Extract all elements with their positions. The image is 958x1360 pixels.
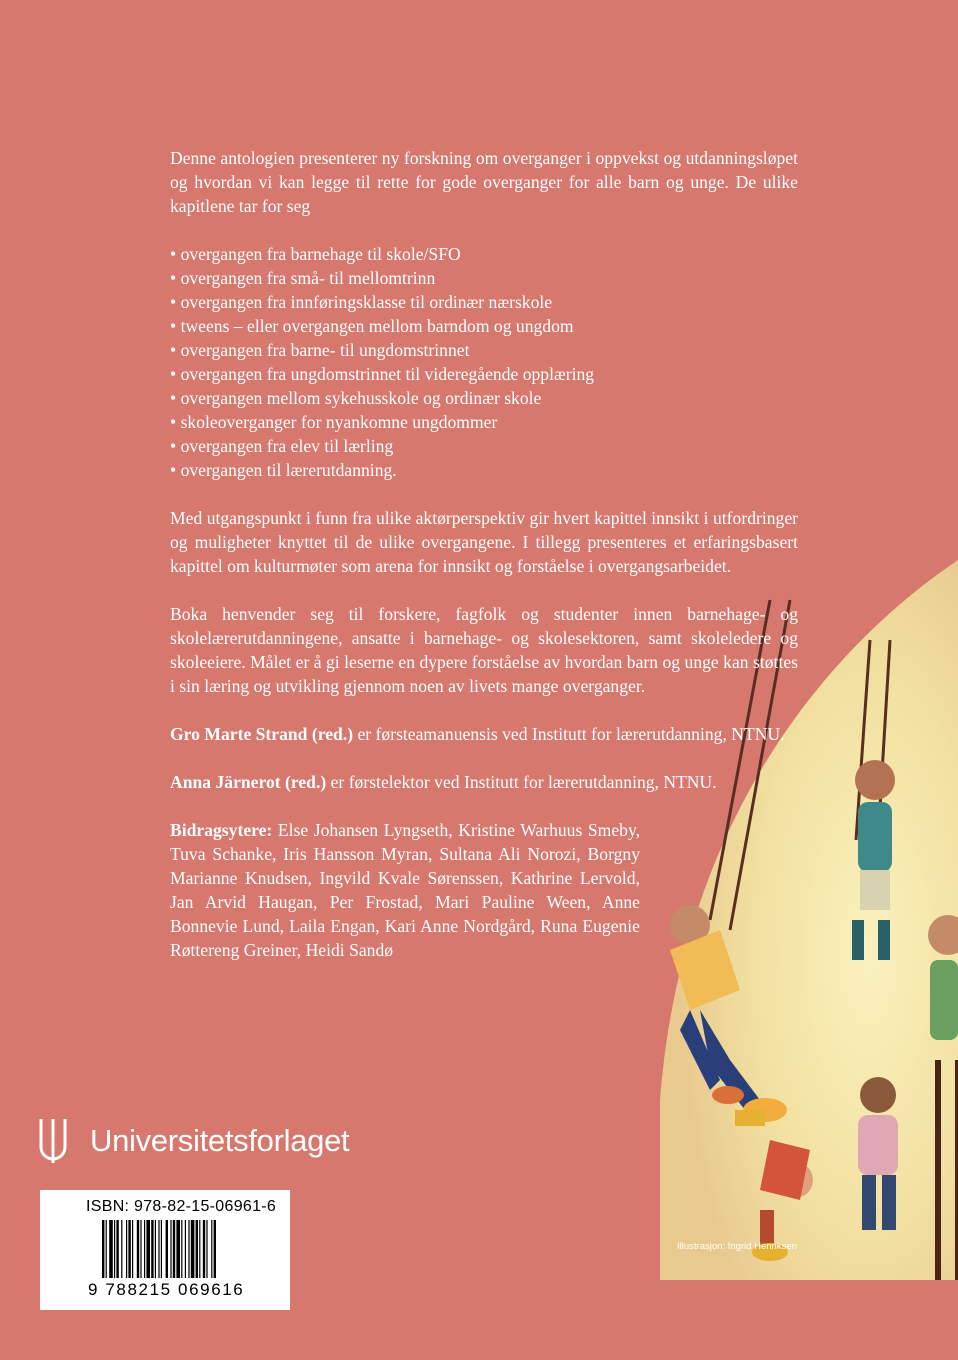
topic-item: • overgangen til lærerutdanning. (170, 458, 798, 482)
perspective-paragraph: Med utgangspunkt i funn fra ulike aktørperspektiv gir hvert kapittel innsikt i utfordringer og muligheter knyttet til de ulike overgangene. I tillegg presenteres et erfaringsbasert kapittel om kulturmøter som arena for innsikt og forståelse i overgangsarbeidet. (170, 508, 798, 576)
barcode-bar (151, 1220, 153, 1278)
contributors-paragraph (170, 818, 640, 962)
barcode-bar (161, 1220, 162, 1278)
barcode-bar (191, 1220, 195, 1278)
topic-item: • overgangen fra små- til mellomtrinn (170, 266, 798, 290)
barcode-bar (166, 1220, 168, 1278)
editor-name-2: Anna Järnerot (red.) (170, 772, 327, 792)
intro-paragraph: Denne antologien presenterer ny forskning om overganger i oppvekst og utdanningsløpet og hvordan vi kan legge til rette for gode overganger for alle barn og unge. De ulike kapitlene tar for seg (170, 148, 798, 216)
barcode-bar (114, 1220, 115, 1278)
barcode-bar (173, 1220, 175, 1278)
barcode-bar (126, 1220, 127, 1278)
isbn-label: ISBN: 978-82-15-06961-6 (86, 1198, 277, 1215)
contributors-names: Else Johansen Lyngseth, Kristine Warhuus Smeby, Tuva Schanke, Iris Hansson Myran, Sultana Ali Norozi, Borgny Marianne Knudsen, Ingvild Kvale Sørenssen, Kathrine Lervold, Jan Arvid Haugan, Per Frostad, Mari Pauline Ween, Anne Bonnevie Lund, Laila Engan, Kari Anne Nordgård, Runa Eugenie Røttereng Greiner, Heidi Sandø (170, 820, 640, 960)
barcode-bar (196, 1220, 198, 1278)
barcode-bar (170, 1220, 171, 1278)
barcode-bar (106, 1220, 107, 1278)
editor-bio-2 (170, 770, 798, 794)
barcode-bar (116, 1220, 118, 1278)
barcode-bar (109, 1220, 113, 1278)
barcode-bar (188, 1220, 189, 1278)
publisher-brand (38, 1116, 349, 1166)
barcode-bar (155, 1220, 156, 1278)
topic-item: • tweens – eller overgangen mellom barndom og ungdom (170, 314, 798, 338)
topic-item: • overgangen mellom sykehusskole og ordinær skole (170, 386, 798, 410)
topic-item: • overgangen fra ungdomstrinnet til videregående opplæring (170, 362, 798, 386)
barcode-bar (140, 1220, 141, 1278)
barcode-bar (146, 1220, 150, 1278)
topic-item: • skoleoverganger for nyankomne ungdommer (170, 410, 798, 434)
barcode-bar (211, 1220, 212, 1278)
topic-item: • overgangen fra innføringsklasse til ordinær nærskole (170, 290, 798, 314)
back-cover-text (170, 146, 798, 962)
barcode-bar (121, 1220, 122, 1278)
illustration-credit: Illustrasjon: Ingrid Henriksen (677, 1241, 797, 1252)
barcode-bar (144, 1220, 145, 1278)
child-right-edge (928, 915, 958, 1040)
barcode-bar (206, 1220, 207, 1278)
barcode-bar (158, 1220, 159, 1278)
barcode-bar (181, 1220, 182, 1278)
contributors-label: Bidragsytere: (170, 820, 273, 840)
editor-bio-1 (170, 722, 798, 746)
barcode-bar (203, 1220, 205, 1278)
editor-name-1: Gro Marte Strand (red.) (170, 724, 354, 744)
barcode-bar (137, 1220, 139, 1278)
editor-description-2: er førstelektor ved Institutt for lærerutdanning, NTNU. (330, 772, 717, 792)
barcode-bar (199, 1220, 200, 1278)
topics-list (170, 242, 798, 482)
barcode-bar (185, 1220, 186, 1278)
publisher-name: Universitetsforlaget (90, 1123, 350, 1158)
audience-paragraph: Boka henvender seg til forskere, fagfolk og studenter innen barnehage- og skolelærerutdanningene, ansatte i barnehage- og skolesektoren, samt skoleledere og skoleeiere. Målet er å gi leserne en dypere forståelse av hvordan barn og unge kan støttes i sin læring og utvikling gjennom noen av livets mange overganger. (170, 604, 798, 696)
barcode-bar (132, 1220, 133, 1278)
universitetsforlaget-logo-icon (38, 1117, 68, 1165)
isbn-barcode-box (40, 1190, 290, 1310)
barcode-bar (214, 1220, 216, 1278)
barcode-bar (176, 1220, 180, 1278)
topic-item: • overgangen fra barnehage til skole/SFO (170, 242, 798, 266)
barcode-bar (128, 1220, 130, 1278)
topic-item: • overgangen fra elev til lærling (170, 434, 798, 458)
isbn-digits: 9 788215 069616 (88, 1280, 245, 1299)
topic-item: • overgangen fra barne- til ungdomstrinnet (170, 338, 798, 362)
barcode-bar (102, 1220, 104, 1278)
editor-description-1: er førsteamanuensis ved Institutt for lærerutdanning, NTNU. (357, 724, 785, 744)
